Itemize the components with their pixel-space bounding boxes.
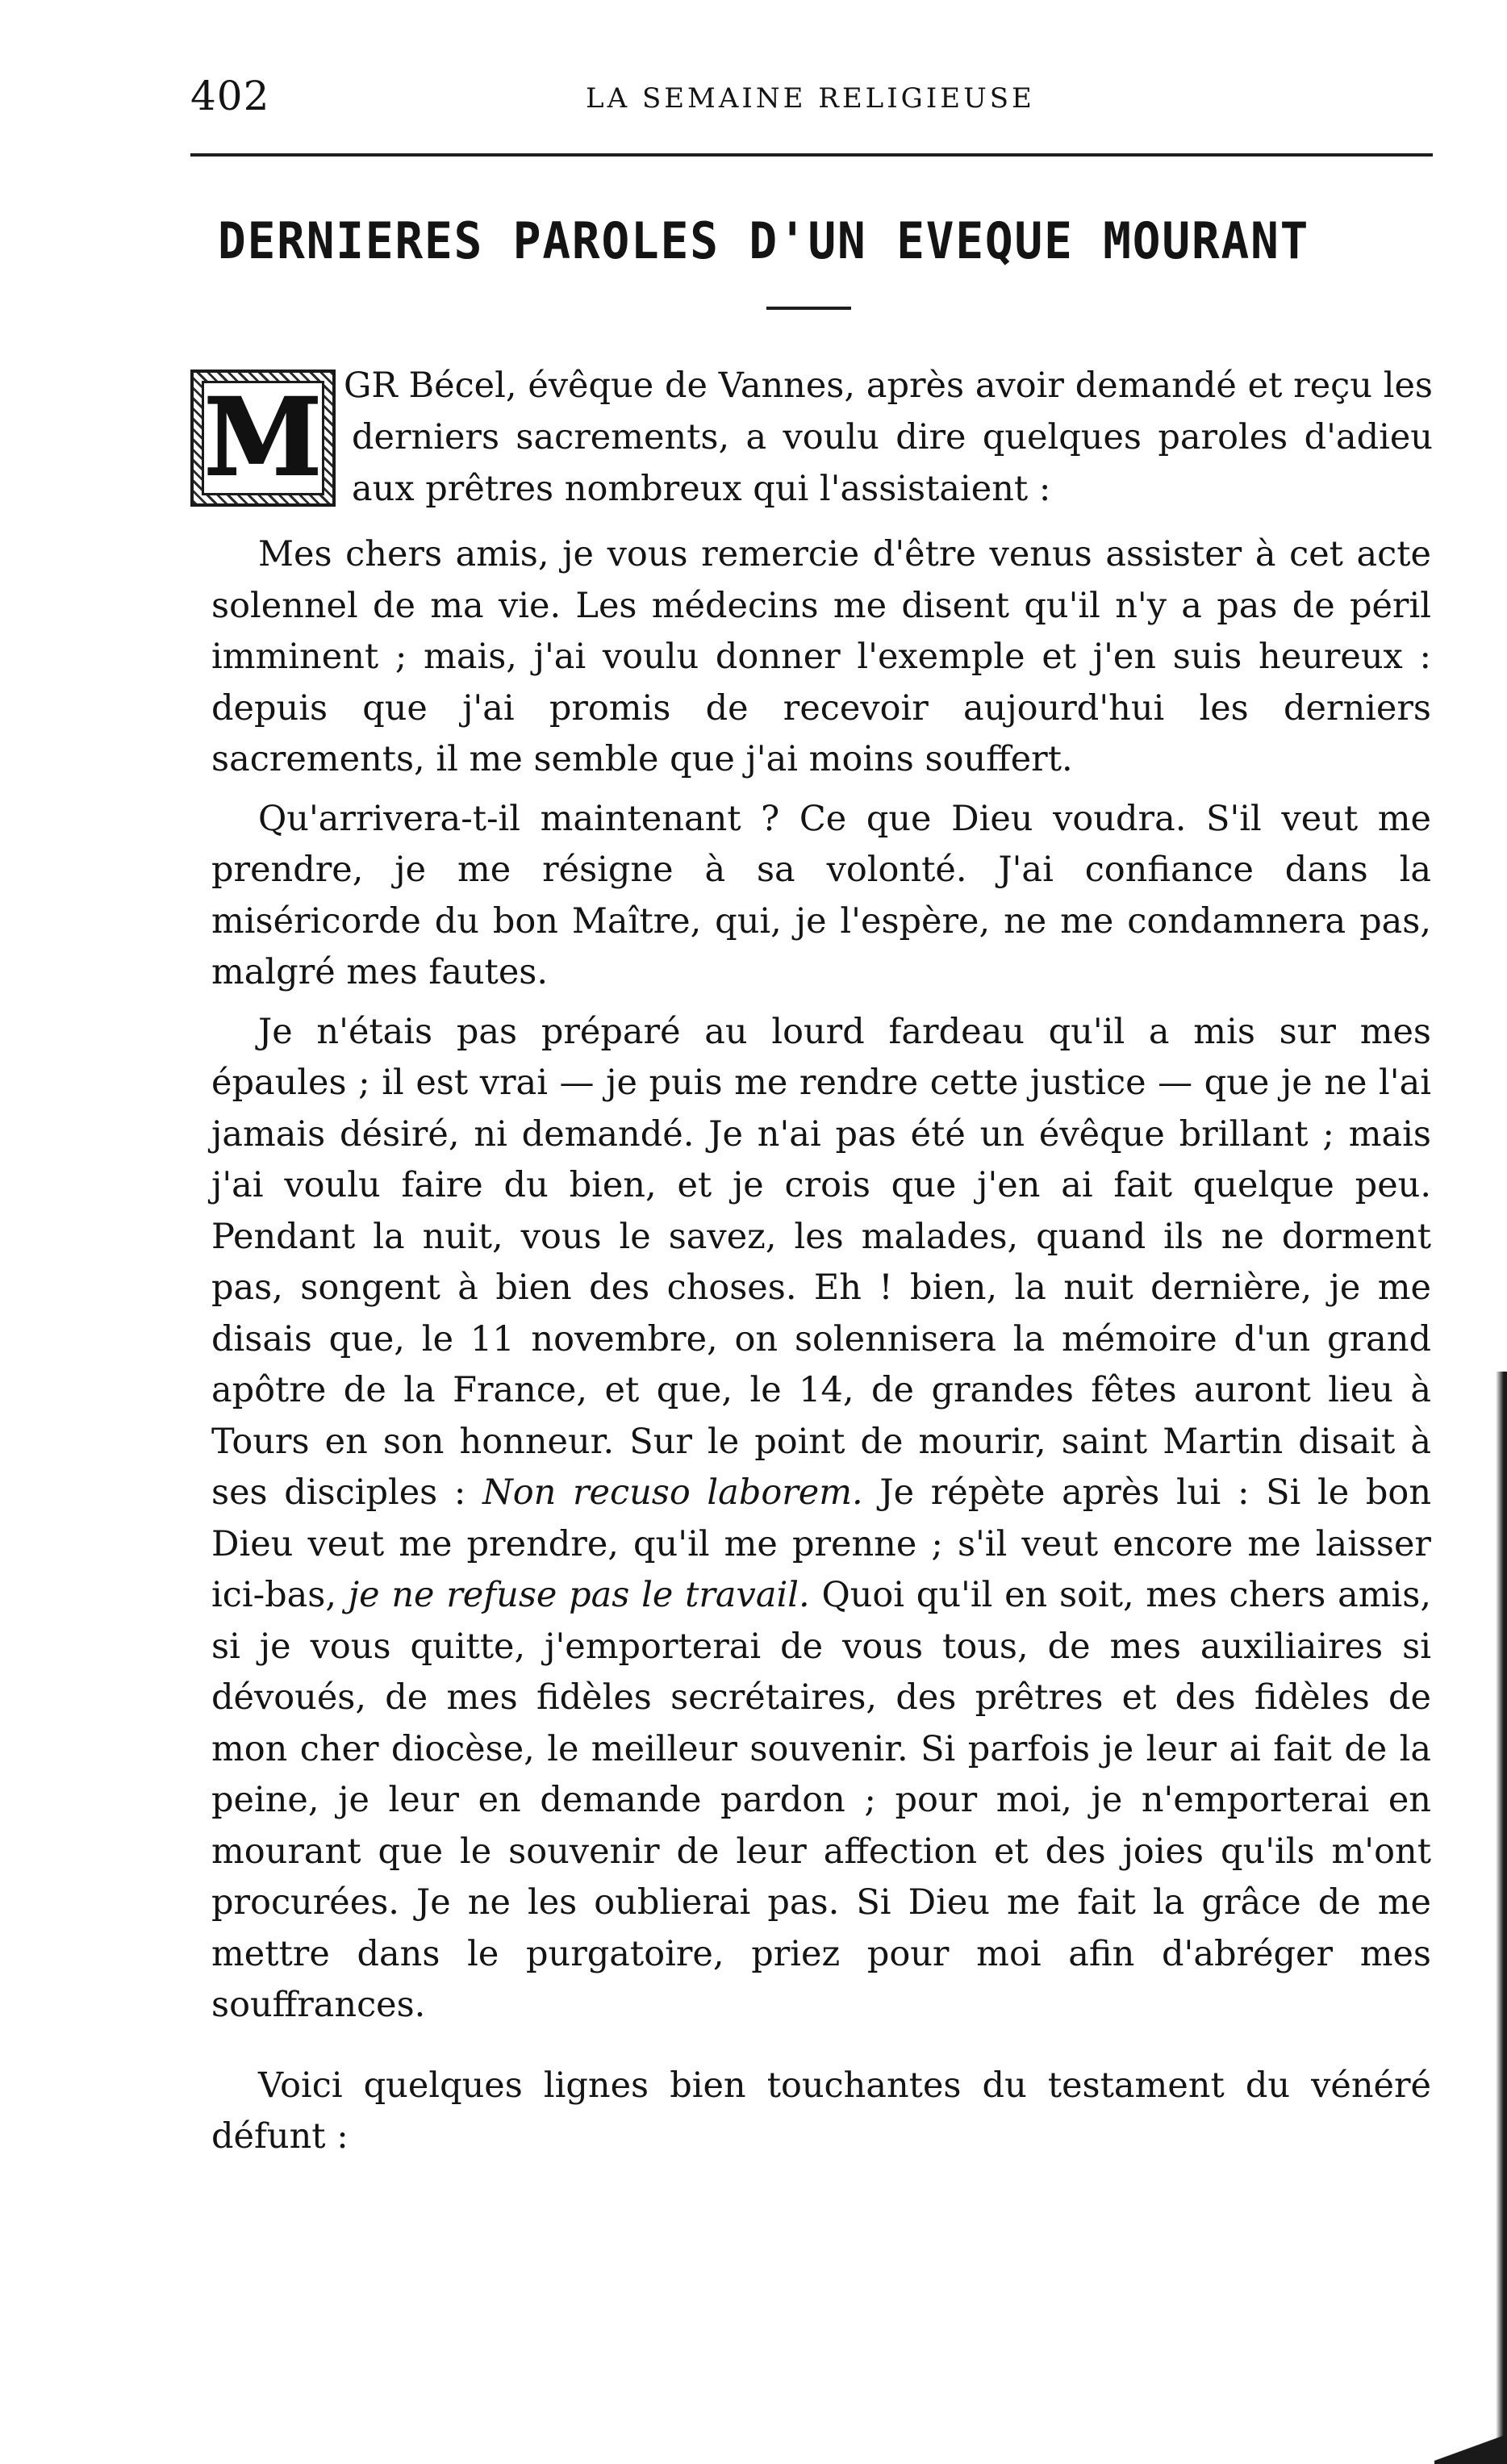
drop-cap-frame — [202, 375, 324, 500]
paragraph-3 — [211, 1007, 1431, 2032]
article-body — [211, 529, 1431, 2171]
intro-paragraph — [344, 360, 1433, 515]
closing-paragraph: Voici quelques lignes bien touchantes du testament du vénéré défunt : — [211, 2065, 1431, 2157]
page-number: 402 — [190, 73, 270, 119]
paragraph-1: Mes chers amis, je vous remercie d'être venus assister à cet acte solennel de ma vie. Les médecins me disent qu'il n'y a pas de péril imminent ; mais, j'ai voulu donner l'exemple et j'en suis heureux : depuis que j'ai promis de recevoir aujourd'hui les derniers sacrements, il me semble que j'ai moins souffert. — [211, 534, 1431, 779]
latin-quote: Non recuso laborem. — [482, 1472, 863, 1513]
drop-cap-ornament — [190, 370, 336, 507]
italic-quote: je ne refuse pas le travail. — [348, 1575, 810, 1615]
page-edge-shadow — [1496, 1372, 1507, 2464]
paragraph-2: Qu'arrivera-t-il maintenant ? Ce que Dieu voudra. S'il veut me prendre, je me résigne à sa volonté. J'ai confiance dans la miséricorde du bon Maître, qui, je l'espère, ne me condamnera pas, malgré mes fautes. — [211, 798, 1431, 992]
intro-lead: GR — [344, 365, 398, 406]
paragraph-3-part-b: Je répète après lui : Si le bon Dieu veut me prendre, qu'il me prenne ; s'il veut encore me laisser ici-bas, — [211, 1472, 1432, 1615]
running-head — [190, 68, 1433, 124]
intro-text: Bécel, évêque de Vannes, après avoir demandé et reçu les derniers sacrements, a voulu dire quelques paroles d'adieu aux prêtres nombreux qui l'assistaient : — [352, 365, 1433, 509]
page-corner-shadow — [1434, 2424, 1507, 2464]
title-rule — [766, 307, 851, 310]
paragraph-3-part-a: Je n'étais pas préparé au lourd fardeau qu'il a mis sur mes épaules ; il est vrai — je puis me rendre cette justice — que je ne l'ai jamais désiré, ni demandé. Je n'ai pas été un évêque brillant ; mais j'ai voulu faire du bien, et je crois que j'en ai fait quelque peu. Pendant la nuit, vous le savez, les malades, quand ils ne dorment pas, songent à bien des choses. Eh ! bien, la nuit dernière, je me disais que, le 11 novembre, on solennisera la mémoire d'un grand apôtre de la France, et que, le 14, de grandes fêtes auront lieu à Tours en son honneur. Sur le point de mourir, saint Martin disait à ses disciples : — [211, 1011, 1431, 1513]
paragraph-3-part-c: Quoi qu'il en soit, mes chers amis, si je vous quitte, j'emporterai de vous tous, de mes auxiliaires si dévoués, de mes fidèles secrétaires, des prêtres et des fidèles de mon cher diocèse, le meilleur souvenir. Si parfois je leur ai fait de la peine, je leur en demande pardon ; pour moi, je n'emporterai en mourant que le souvenir de leur affection et des joies qu'ils m'ont procurées. Je ne les oublierai pas. Si Dieu me fait la grâce de me mettre dans le purgatoire, priez pour moi afin d'abréger mes souffrances. — [211, 1575, 1431, 2025]
header-rule — [190, 153, 1433, 157]
drop-cap-letter: M — [203, 375, 323, 500]
article-title: DERNIERES PAROLES D'UN EVEQUE MOURANT — [218, 211, 1310, 270]
journal-title: LA SEMAINE RELIGIEUSE — [586, 82, 1035, 115]
